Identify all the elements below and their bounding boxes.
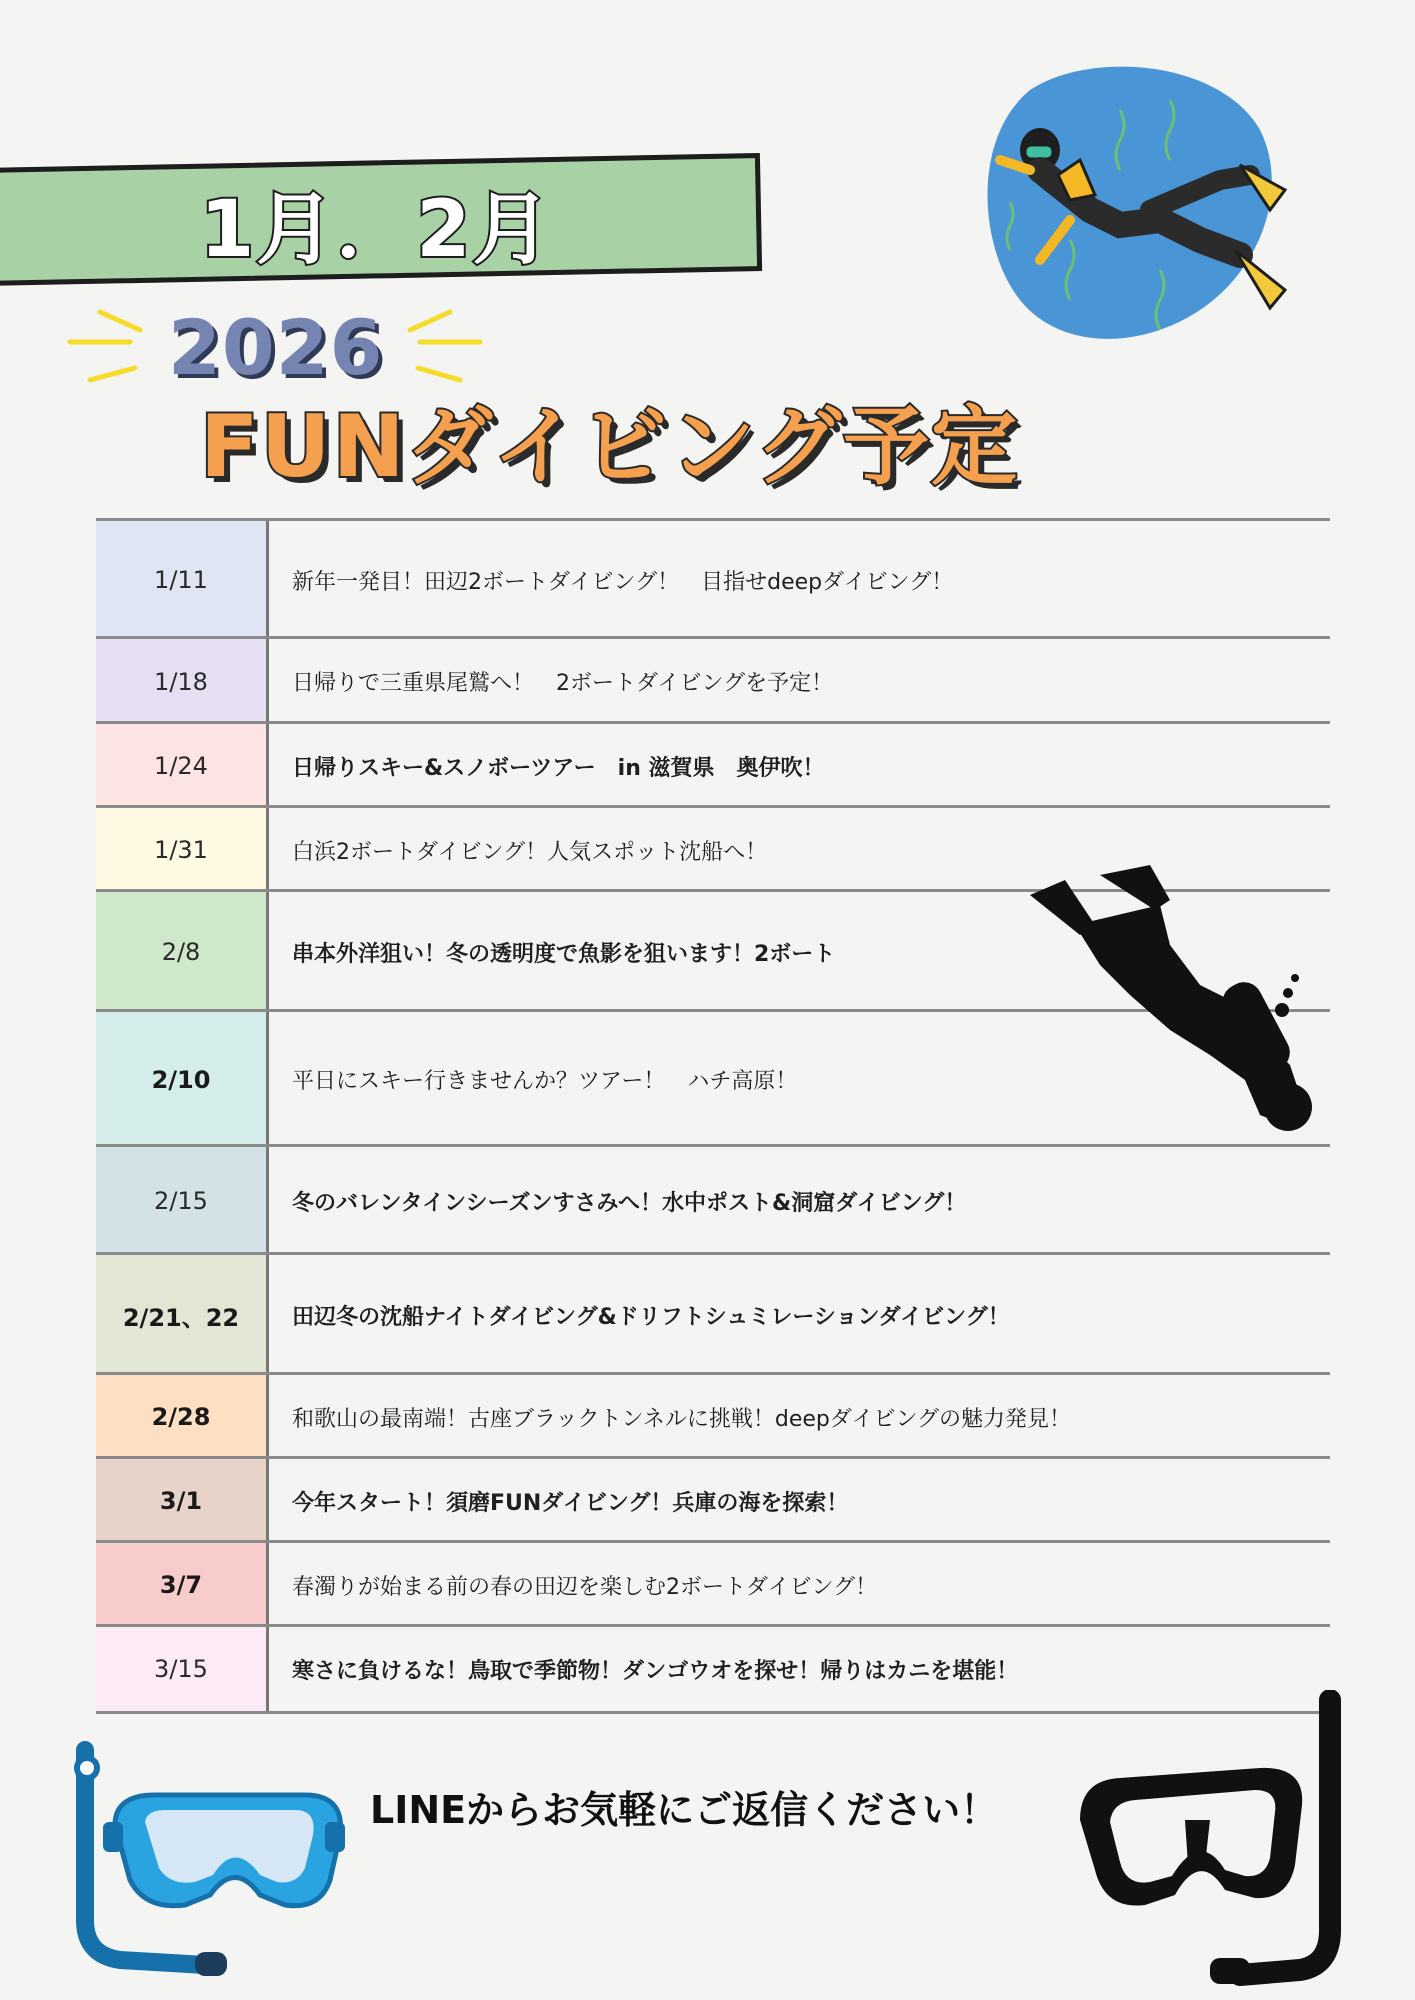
schedule-date: 2/28 <box>96 1375 266 1459</box>
schedule-date: 2/8 <box>96 892 266 1012</box>
column-divider <box>266 1543 269 1627</box>
schedule-description: 和歌山の最南端！古座ブラックトンネルに挑戦！deepダイビングの魅力発見！ <box>292 1406 1072 1432</box>
column-divider <box>266 1459 269 1543</box>
column-divider <box>266 521 269 639</box>
schedule-row <box>96 1372 1330 1459</box>
schedule-description: 白浜2ボートダイビング！人気スポット沈船へ！ <box>292 839 768 865</box>
schedule-description: 日帰りで三重県尾鷲へ！ 2ボートダイビングを予定！ <box>292 671 834 696</box>
schedule-date: 1/18 <box>96 639 266 724</box>
schedule-row <box>96 518 1330 639</box>
schedule-row <box>96 636 1330 724</box>
schedule-date: 2/10 <box>96 1012 266 1147</box>
schedule-date: 2/21、22 <box>96 1255 266 1375</box>
diver-silhouette <box>1020 865 1330 1155</box>
schedule-description: 串本外洋狙い！冬の透明度で魚影を狙います！2ボート <box>292 941 836 967</box>
schedule-description: 寒さに負けるな！鳥取で季節物！ダンゴウオを探せ！帰りはカニを堪能！ <box>292 1658 1019 1684</box>
schedule-date: 2/15 <box>96 1147 266 1255</box>
year-title: 2026 <box>168 303 384 392</box>
schedule-date: 3/15 <box>96 1627 266 1711</box>
footer-note: LINEからお気軽にご返信ください！ <box>370 1788 999 1832</box>
column-divider <box>266 639 269 724</box>
column-divider <box>266 808 269 892</box>
schedule-date: 1/11 <box>96 521 266 639</box>
schedule-description: 日帰りスキー&スノボーツアー in 滋賀県 奥伊吹！ <box>292 755 825 781</box>
schedule-description: 新年一発目！田辺2ボートダイビング！ 目指せdeepダイビング！ <box>292 569 954 595</box>
schedule-row <box>96 1456 1330 1543</box>
snorkel-mask-black-icon <box>1060 1690 1380 1990</box>
schedule-row <box>96 1252 1330 1375</box>
column-divider <box>266 1147 269 1255</box>
schedule-date: 1/24 <box>96 724 266 808</box>
column-divider <box>266 1012 269 1147</box>
schedule-description: 平日にスキー行きませんか？ツアー！ ハチ高原！ <box>292 1069 798 1094</box>
schedule-row <box>96 1144 1330 1255</box>
column-divider <box>266 892 269 1012</box>
column-divider <box>266 724 269 808</box>
schedule-date: 1/31 <box>96 808 266 892</box>
snorkel-mask-blue-icon <box>55 1740 355 1980</box>
main-title: FUNダイビング予定 <box>200 397 1020 497</box>
schedule-description: 冬のバレンタインシーズンすさみへ！水中ポスト&洞窟ダイビング！ <box>292 1190 967 1216</box>
schedule-row <box>96 721 1330 808</box>
schedule-description: 春濁りが始まる前の春の田辺を楽しむ2ボートダイビング！ <box>292 1574 878 1600</box>
schedule-date: 3/7 <box>96 1543 266 1627</box>
month-range-title: 1月．2月 <box>200 185 553 275</box>
column-divider <box>266 1375 269 1459</box>
schedule-description: 田辺冬の沈船ナイトダイビング&ドリフトシュミレーションダイビング！ <box>292 1304 1010 1330</box>
schedule-description: 今年スタート！須磨FUNダイビング！兵庫の海を探索！ <box>292 1490 849 1516</box>
column-divider <box>266 1627 269 1711</box>
schedule-row <box>96 1540 1330 1627</box>
column-divider <box>266 1255 269 1375</box>
schedule-date: 3/1 <box>96 1459 266 1543</box>
diver-illustration <box>970 50 1310 360</box>
